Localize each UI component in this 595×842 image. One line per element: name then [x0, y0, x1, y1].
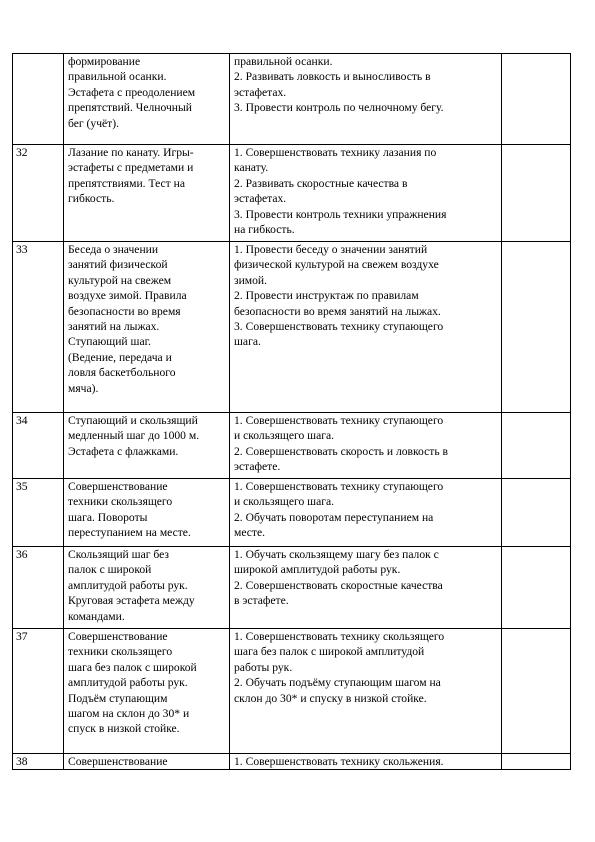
lesson-topic-cell [64, 413, 230, 479]
topic-line: Совершенствование [68, 755, 168, 768]
task-line: 1. Совершенствовать технику лазания по [234, 146, 437, 159]
lesson-tasks-cell [230, 479, 502, 547]
topic-line: эстафеты с предметами и [68, 161, 194, 175]
task-line: безопасности во время занятий на лыжах. [234, 304, 441, 318]
task-line: шага. [234, 335, 261, 349]
task-line: шага без палок с широкой амплитудой [234, 645, 425, 659]
topic-line: правильной осанки. [68, 70, 167, 84]
table-row [13, 547, 571, 629]
task-line: 2. Развивать скоростные качества в [234, 176, 408, 190]
lesson-topic-cell [64, 754, 230, 770]
topic-line: Лазание по канату. Игры- [68, 146, 194, 159]
topic-line: препятствиями. Тест на [68, 176, 185, 190]
task-line: 2. Обучать подъёму ступающим шагом на [234, 676, 441, 690]
topic-line: воздухе зимой. Правила [68, 289, 187, 303]
task-line: эстафетах. [234, 192, 287, 206]
topic-line: занятий физической [68, 258, 168, 272]
task-line: 2. Совершенствовать скоростные качества [234, 578, 443, 592]
notes-cell [502, 145, 571, 242]
topic-line: командами. [68, 609, 125, 623]
table-row [13, 413, 571, 479]
topic-line: Ступающий шаг. [68, 335, 151, 349]
topic-line: шага. Повороты [68, 510, 148, 524]
table-row [13, 479, 571, 547]
task-line: 2. Совершенствовать скорость и ловкость в [234, 444, 449, 458]
lesson-topic-cell [64, 145, 230, 242]
topic-line: ловля баскетбольного [68, 366, 176, 380]
task-line: канату. [234, 161, 269, 175]
topic-line: палок с широкой [68, 563, 152, 577]
task-line: 3. Провести контроль по челночному бегу. [234, 101, 444, 115]
lesson-plan-table [12, 53, 571, 770]
task-line: на гибкость. [234, 223, 295, 237]
lesson-number-cell [13, 54, 64, 145]
topic-line: Ступающий и скользящий [68, 414, 198, 427]
topic-line: Эстафета с флажками. [68, 444, 179, 458]
task-line: эстафете. [234, 460, 281, 474]
task-line: 3. Совершенствовать технику ступающего [234, 320, 444, 334]
task-line: эстафетах. [234, 85, 287, 99]
notes-cell [502, 54, 571, 145]
lesson-number-cell: 38 [13, 754, 64, 770]
task-line: 1. Совершенствовать технику ступающего [234, 414, 444, 427]
task-line: 1. Провести беседу о значении занятий [234, 243, 428, 256]
task-line: месте. [234, 526, 266, 540]
lesson-topic-cell [64, 54, 230, 145]
topic-line: бег (учёт). [68, 116, 120, 130]
table-row [13, 54, 571, 145]
task-line: 2. Провести инструктаж по правилам [234, 289, 419, 303]
task-line: и скользящего шага. [234, 495, 335, 509]
lesson-tasks-cell [230, 629, 502, 754]
task-line: 2. Развивать ловкость и выносливость в [234, 70, 431, 84]
task-line: зимой. [234, 273, 268, 287]
topic-line: гибкость. [68, 192, 115, 206]
table-row [13, 629, 571, 754]
topic-line: амплитудой работы рук. [68, 578, 188, 592]
notes-cell [502, 479, 571, 547]
lesson-tasks-cell [230, 413, 502, 479]
lesson-number-cell: 35 [13, 479, 64, 547]
topic-line: Совершенствование [68, 630, 168, 643]
lesson-tasks-cell [230, 242, 502, 413]
topic-line: медленный шаг до 1000 м. [68, 429, 200, 443]
lesson-topic-cell [64, 629, 230, 754]
lesson-tasks-cell [230, 54, 502, 145]
topic-line: переступанием на месте. [68, 526, 191, 540]
topic-line: формирование [68, 55, 141, 68]
lesson-topic-cell [64, 479, 230, 547]
task-line: 1. Совершенствовать технику ступающего [234, 480, 444, 493]
task-line: широкой амплитудой работы рук. [234, 563, 401, 577]
notes-cell [502, 413, 571, 479]
lesson-number-cell: 33 [13, 242, 64, 413]
task-line: 2. Обучать поворотам переступанием на [234, 510, 434, 524]
table-row [13, 242, 571, 413]
table-row [13, 145, 571, 242]
lesson-number-cell: 32 [13, 145, 64, 242]
topic-line: шагом на склон до 30* и [68, 707, 190, 721]
topic-line: амплитудой работы рук. [68, 676, 188, 690]
lesson-number-cell: 34 [13, 413, 64, 479]
topic-line: мяча). [68, 381, 99, 395]
topic-line: техники скользящего [68, 645, 173, 659]
task-line: склон до 30* и спуску в низкой стойке. [234, 691, 427, 705]
lesson-tasks-cell [230, 754, 502, 770]
task-line: 1. Совершенствовать технику скользящего [234, 630, 445, 643]
lesson-number-cell: 36 [13, 547, 64, 629]
topic-line: Эстафета с преодолением [68, 85, 196, 99]
topic-line: Совершенствование [68, 480, 168, 493]
task-line: 1. Обучать скользящему шагу без палок с [234, 548, 439, 561]
lesson-number-cell: 37 [13, 629, 64, 754]
topic-line: безопасности во время [68, 304, 181, 318]
task-line: правильной осанки. [234, 55, 333, 68]
notes-cell [502, 754, 571, 770]
table-body [13, 54, 571, 770]
task-line: работы рук. [234, 660, 293, 674]
notes-cell [502, 629, 571, 754]
topic-line: Круговая эстафета между [68, 594, 195, 608]
notes-cell [502, 547, 571, 629]
topic-line: культурой на свежем [68, 273, 172, 287]
topic-line: техники скользящего [68, 495, 173, 509]
task-line: и скользящего шага. [234, 429, 335, 443]
task-line: 1. Совершенствовать технику скольжения. [234, 755, 444, 768]
topic-line: шага без палок с широкой [68, 660, 197, 674]
topic-line: Скользящий шаг без [68, 548, 169, 561]
topic-line: занятий на лыжах. [68, 320, 160, 334]
table-row [13, 754, 571, 770]
lesson-topic-cell [64, 547, 230, 629]
task-line: в эстафете. [234, 594, 289, 608]
lesson-tasks-cell [230, 145, 502, 242]
task-line: физической культурой на свежем воздухе [234, 258, 439, 272]
task-line: 3. Провести контроль техники упражнения [234, 207, 447, 221]
topic-line: Подъём ступающим [68, 691, 168, 705]
topic-line: (Ведение, передача и [68, 350, 172, 364]
notes-cell [502, 242, 571, 413]
lesson-tasks-cell [230, 547, 502, 629]
topic-line: спуск в низкой стойке. [68, 722, 180, 736]
topic-line: Беседа о значении [68, 243, 159, 256]
lesson-topic-cell [64, 242, 230, 413]
topic-line: препятствий. Челночный [68, 101, 192, 115]
